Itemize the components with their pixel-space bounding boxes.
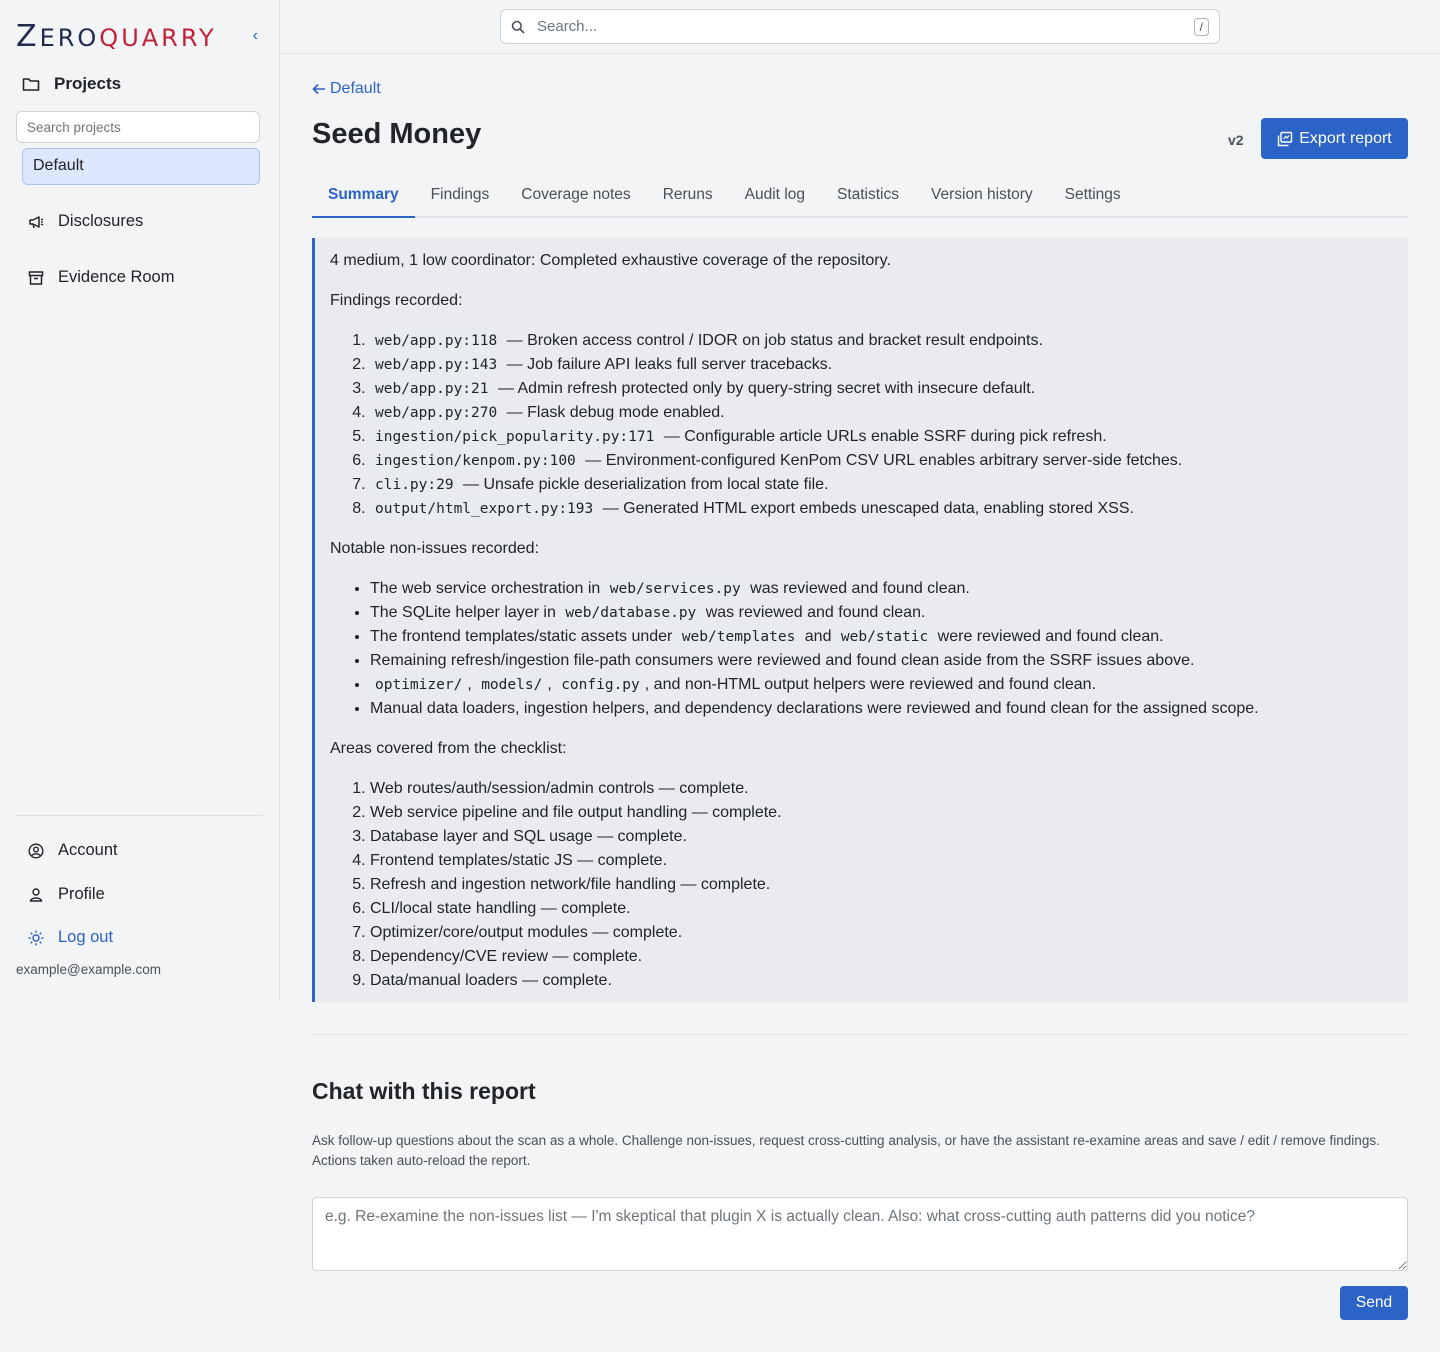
finding-text: — Job failure API leaks full server tracebacks. <box>502 356 833 373</box>
finding-text: — Broken access control / IDOR on job status and bracket result endpoints. <box>502 332 1043 349</box>
findings-list <box>370 329 1393 521</box>
nonissue-text: Remaining refresh/ingestion file-path consumers were reviewed and found clean aside from the SSRF issues above. <box>370 652 1195 669</box>
projects-heading-label: Projects <box>54 74 122 93</box>
nonissue-item <box>370 577 1393 601</box>
area-item: 5. Refresh and ingestion network/file handling — complete. <box>370 873 1393 897</box>
finding-text: — Unsafe pickle deserialization from local state file. <box>458 476 829 493</box>
finding-item <box>370 329 1393 353</box>
area-item: 4. Frontend templates/static JS — complete. <box>370 849 1393 873</box>
global-search[interactable] <box>500 9 1220 44</box>
area-item: 2. Web service pipeline and file output handling — complete. <box>370 801 1393 825</box>
area-item: 7. Optimizer/core/output modules — complete. <box>370 921 1393 945</box>
finding-item <box>370 353 1393 377</box>
user-circle-icon <box>28 843 44 859</box>
logo-ero: ERO <box>39 23 100 52</box>
project-item-default[interactable]: Default <box>22 148 260 185</box>
sun-icon <box>28 930 44 946</box>
finding-text: — Configurable article URLs enable SSRF during pick refresh. <box>659 428 1107 445</box>
tab-coverage-notes[interactable]: Coverage notes <box>521 186 631 203</box>
finding-location: ingestion/kenpom.py:100 <box>370 452 581 470</box>
finding-location: web/app.py:143 <box>370 356 502 374</box>
export-report-button[interactable] <box>1261 118 1408 159</box>
archive-icon <box>28 270 44 286</box>
search-icon <box>511 20 525 34</box>
chat-description: Ask follow-up questions about the scan as a whole. Challenge non-issues, request cross-cutting analysis, or have the assistant re-examine areas and save / edit / remove findings. Actions taken auto-reload the report. <box>312 1133 1380 1168</box>
area-item: 3. Database layer and SQL usage — complete. <box>370 825 1393 849</box>
finding-item <box>370 449 1393 473</box>
finding-item <box>370 377 1393 401</box>
search-shortcut-badge: / <box>1194 18 1209 36</box>
summary-intro: 4 medium, 1 low coordinator: Completed exhaustive coverage of the repository. <box>330 252 891 269</box>
nonissue-code: web/database.py <box>560 604 701 622</box>
finding-text: — Admin refresh protected only by query-string secret with insecure default. <box>493 380 1036 397</box>
logo-z: Z <box>16 18 40 54</box>
finding-item <box>370 401 1393 425</box>
sidebar-item-label: Evidence Room <box>58 268 175 286</box>
tab-audit-log[interactable]: Audit log <box>744 186 805 203</box>
sidebar-item-label: Profile <box>58 885 105 903</box>
back-link[interactable] <box>312 80 381 98</box>
nonissue-text: , <box>547 676 557 693</box>
nonissue-item <box>370 649 1393 673</box>
megaphone-icon <box>28 214 44 230</box>
finding-location: ingestion/pick_popularity.py:171 <box>370 428 659 446</box>
tab-summary[interactable]: Summary <box>312 178 415 218</box>
nonissue-item <box>370 697 1393 721</box>
back-link-label: Default <box>330 80 381 97</box>
finding-text: — Flask debug mode enabled. <box>502 404 725 421</box>
report-tabs <box>312 178 1408 218</box>
chat-input[interactable] <box>312 1197 1408 1271</box>
finding-location: output/html_export.py:193 <box>370 500 598 518</box>
finding-item <box>370 425 1393 449</box>
chat-title: Chat with this report <box>312 1078 536 1104</box>
area-item: 9. Data/manual loaders — complete. <box>370 969 1393 993</box>
page-title: Seed Money <box>312 118 482 150</box>
nonissue-code: web/static <box>836 628 933 646</box>
arrow-left-icon <box>312 82 326 96</box>
finding-text: — Generated HTML export embeds unescaped data, enabling stored XSS. <box>598 500 1134 517</box>
sidebar-item-evidence-room[interactable] <box>28 268 174 287</box>
nonissue-text: , <box>467 676 477 693</box>
finding-text: — Environment-configured KenPom CSV URL enables arbitrary server-side fetches. <box>580 452 1183 469</box>
nonissue-text: was reviewed and found clean. <box>745 580 970 597</box>
send-button[interactable]: Send <box>1340 1286 1408 1320</box>
brand-logo[interactable] <box>16 19 217 54</box>
summary-panel <box>312 238 1408 1002</box>
nonissue-code: config.py <box>556 676 645 694</box>
nonissues-list <box>370 577 1393 721</box>
tab-settings[interactable]: Settings <box>1064 186 1121 203</box>
sidebar-item-label: Account <box>58 841 118 859</box>
folder-icon <box>22 76 40 92</box>
nonissue-text: The SQLite helper layer in <box>370 604 561 621</box>
tab-version-history[interactable]: Version history <box>931 186 1033 203</box>
nonissues-heading: Notable non-issues recorded: <box>330 540 540 557</box>
logo-quarry: QUARRY <box>99 23 217 52</box>
findings-heading: Findings recorded: <box>330 292 463 309</box>
nonissue-text: was reviewed and found clean. <box>701 604 926 621</box>
area-item: 6. CLI/local state handling — complete. <box>370 897 1393 921</box>
nonissue-item <box>370 673 1393 697</box>
person-icon <box>28 887 44 903</box>
nonissue-item <box>370 625 1393 649</box>
finding-location: web/app.py:21 <box>370 380 494 398</box>
finding-location: cli.py:29 <box>370 476 459 494</box>
nonissue-text: The web service orchestration in <box>370 580 605 597</box>
project-search-input[interactable] <box>16 111 260 143</box>
nonissue-text: were reviewed and found clean. <box>933 628 1164 645</box>
user-email: example@example.com <box>16 962 162 977</box>
tab-reruns[interactable]: Reruns <box>662 186 713 203</box>
sidebar-item-profile[interactable] <box>28 885 105 904</box>
topbar <box>280 0 1440 54</box>
section-divider <box>312 1034 1408 1035</box>
areas-list <box>370 777 1393 993</box>
sidebar-item-label: Disclosures <box>58 212 144 230</box>
logout-link[interactable] <box>28 928 113 947</box>
sidebar-divider <box>16 815 263 816</box>
nonissue-text: The frontend templates/static assets under <box>370 628 677 645</box>
logo-row <box>16 18 264 54</box>
sidebar-item-disclosures[interactable] <box>28 212 143 231</box>
sidebar <box>0 0 280 1000</box>
logout-label: Log out <box>58 928 114 946</box>
finding-item <box>370 473 1393 497</box>
export-icon <box>1277 131 1293 147</box>
version-badge: v2 <box>1228 132 1244 148</box>
area-item: 8. Dependency/CVE review — complete. <box>370 945 1393 969</box>
projects-heading <box>22 74 121 94</box>
area-item: 1. Web routes/auth/session/admin controls — complete. <box>370 777 1393 801</box>
export-report-label: Export report <box>1299 129 1392 147</box>
global-search-input[interactable]: Search... <box>537 18 598 35</box>
finding-location: web/app.py:118 <box>370 332 502 350</box>
nonissue-text: and <box>800 628 836 645</box>
nonissue-text: Manual data loaders, ingestion helpers, and dependency declarations were reviewed and found clean for the assigned scope. <box>370 700 1259 717</box>
finding-location: web/app.py:270 <box>370 404 502 422</box>
nonissue-code: web/templates <box>677 628 801 646</box>
tab-findings[interactable]: Findings <box>430 186 490 203</box>
nonissue-text: , and non-HTML output helpers were reviewed and found clean. <box>644 676 1097 693</box>
sidebar-item-account[interactable] <box>28 841 118 860</box>
areas-heading: Areas covered from the checklist: <box>330 740 567 757</box>
nonissue-code: optimizer/ <box>370 676 467 694</box>
finding-item <box>370 497 1393 521</box>
collapse-sidebar-icon[interactable]: ‹ <box>252 27 258 44</box>
nonissue-item <box>370 601 1393 625</box>
nonissue-code: models/ <box>476 676 547 694</box>
tab-statistics[interactable]: Statistics <box>836 186 899 203</box>
nonissue-code: web/services.py <box>605 580 746 598</box>
